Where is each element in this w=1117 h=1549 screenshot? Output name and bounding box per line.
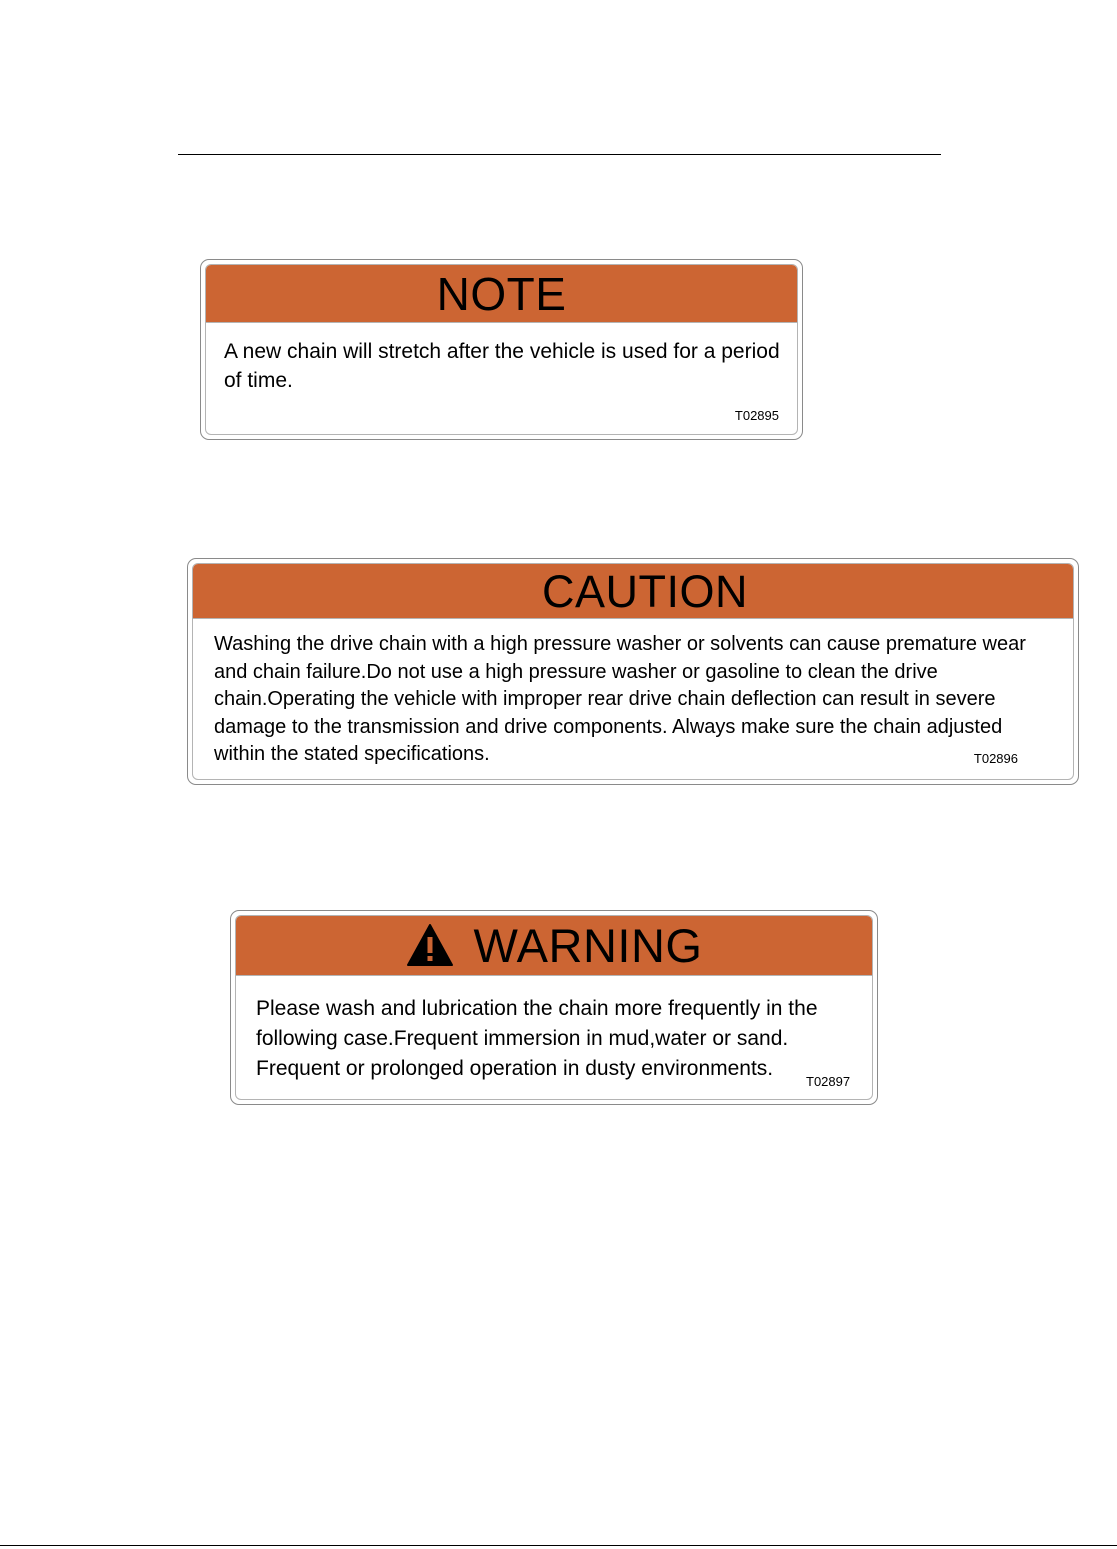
warning-banner [236,916,872,976]
footer-rule [0,1545,1117,1546]
warning-title: WARNING [473,919,703,972]
note-line: of time. [224,369,293,392]
warning-code: T02897 [806,1074,851,1089]
warning-triangle-icon [406,923,454,967]
caution-label-frame [192,563,1074,780]
caution-body [214,631,1026,769]
caution-label [187,558,1079,785]
warning-body [256,994,818,1084]
note-code: T02895 [734,408,779,423]
header-rule [178,154,941,155]
note-title: NOTE [436,267,567,320]
note-label [200,259,803,440]
caution-line: and chain failure.Do not use a high pressure washer or gasoline to clean the drive [214,660,938,683]
note-label-frame [205,264,798,435]
warning-label-frame [235,915,873,1100]
caution-line: damage to the transmission and drive components. Always make sure the chain adjusted [214,715,1003,738]
warning-label [230,910,878,1105]
warning-line: Frequent or prolonged operation in dusty environments. [256,1057,774,1080]
caution-line: Washing the drive chain with a high pressure washer or solvents can cause premature wear [214,633,1026,655]
note-banner [206,265,797,323]
caution-line: within the stated specifications. [214,743,490,765]
caution-line: chain.Operating the vehicle with improper rear drive chain deflection can result in severe [214,688,996,710]
note-body [224,337,780,395]
caution-title: CAUTION [542,565,748,617]
caution-banner [193,564,1073,619]
warning-line: following case.Frequent immersion in mud,water or sand. [256,1027,789,1050]
caution-code: T02896 [973,751,1018,766]
note-line: A new chain will stretch after the vehicle is used for a period [224,340,780,363]
warning-line: Please wash and lubrication the chain more frequently in the [256,997,818,1020]
